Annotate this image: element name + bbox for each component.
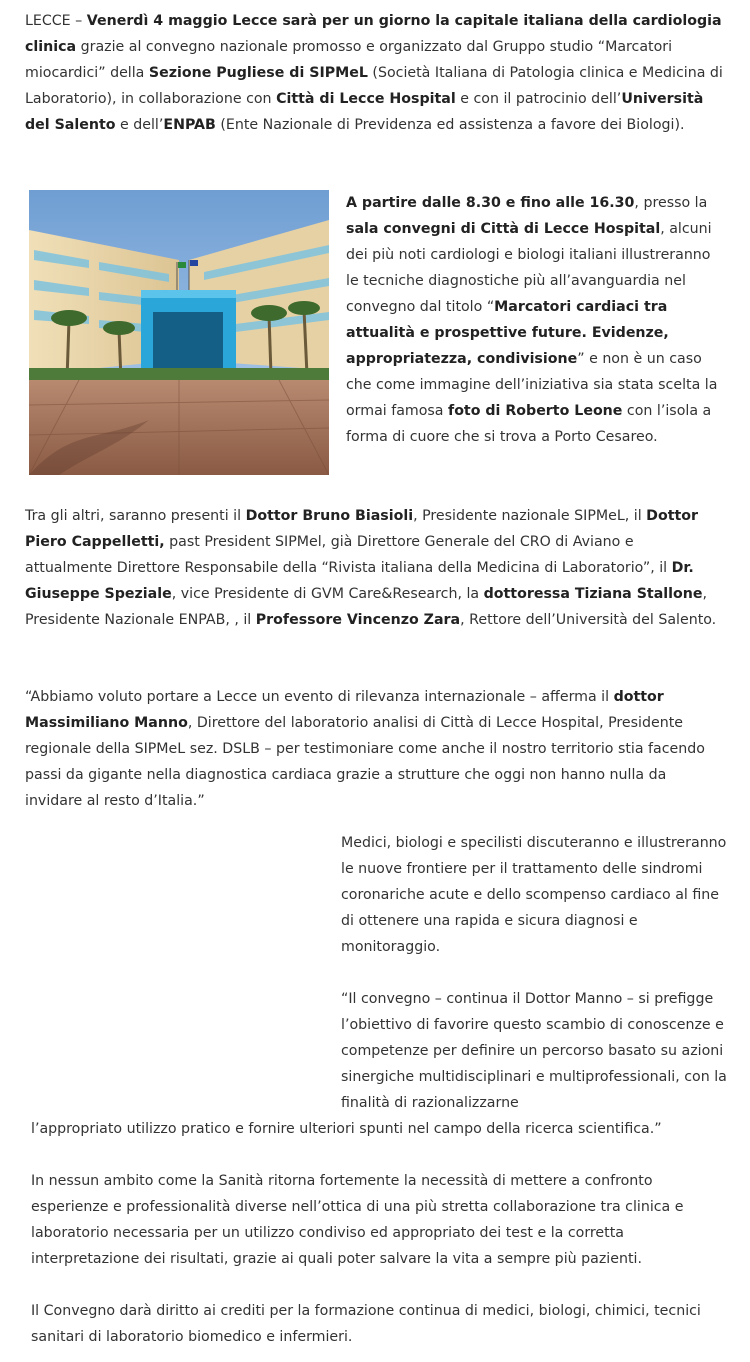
- schedule-paragraph: A partire dalle 8.30 e fino alle 16.30, presso la sala convegni di Città di Lecce Hospital, alcuni dei più noti cardiologi e biologi italiani illustreranno le tecniche diagnostiche più all’avanguardia nel convegno dal titolo “Marcatori cardiaci tra attualità e prospettive future. Evidenze, appropriatezza, condivisione” e non è un caso che come immagine dell’iniziativa sia stata scelta la ormai famosa foto di Roberto Leone con l’isola a forma di cuore che si trova a Porto Cesareo.: [346, 195, 718, 445]
- credits-paragraph: Il Convegno darà diritto ai crediti per la formazione continua di medici, biologi, chimici, tecnici sanitari di laboratorio biomedico e infermieri.: [31, 1303, 701, 1345]
- intro-paragraph: LECCE – Venerdì 4 maggio Lecce sarà per un giorno la capitale italiana della cardiologia clinica grazie al convegno nazionale promosso e organizzato dal Gruppo studio “Marcatori miocardici” della Sezione Pugliese di SIPMeL (Società Italiana di Patologia clinica e Medicina di Laboratorio), in collaborazione con Città di Lecce Hospital e con il patrocinio dell’Università del Salento e dell’ENPAB (Ente Nazionale di Previdenza ed assistenza a favore dei Biologi).: [25, 13, 723, 133]
- hospital-photo: [29, 190, 329, 475]
- conference-quote-continuation: l’appropriato utilizzo pratico e fornire ulteriori spunti nel campo della ricerca scientifica.”: [31, 1121, 662, 1137]
- quote-paragraph: “Abbiamo voluto portare a Lecce un evento di rilevanza internazionale – afferma il dottor Massimiliano Manno, Direttore del laboratorio analisi di Città di Lecce Hospital, Presidente regionale della SIPMeL sez. DSLB – per testimoniare come anche il nostro territorio stia facendo passi da gigante nella diagnostica cardiaca grazie a strutture che oggi non hanno nulla da invidare al resto d’Italia.”: [25, 689, 705, 809]
- topics-paragraph: Medici, biologi e specilisti discuteranno e illustreranno le nuove frontiere per il trattamento delle sindromi coronariche acute e dello scompenso cardiaco al fine di ottenere una rapida e sicura diagnosi e monitoraggio.: [341, 835, 727, 955]
- speakers-paragraph: Tra gli altri, saranno presenti il Dottor Bruno Biasioli, Presidente nazionale SIPMeL, il Dottor Piero Cappelletti, past President SIPMel, già Direttore Generale del CRO di Aviano e attualmente Direttore Responsabile della “Rivista italiana della Medicina di Laboratorio”, il Dr. Giuseppe Speziale, vice Presidente di GVM Care&Research, la dottoressa Tiziana Stallone, Presidente Nazionale ENPAB, , il Professore Vincenzo Zara, Rettore dell’Università del Salento.: [25, 508, 717, 628]
- conference-quote-paragraph: “Il convegno – continua il Dottor Manno – si prefigge l’obiettivo di favorire questo scambio di conoscenze e competenze per definire un percorso basato su azioni sinergiche multidisciplinari e multiprofessionali, con la finalità di razionalizzarne: [341, 991, 727, 1111]
- healthcare-paragraph: In nessun ambito come la Sanità ritorna fortemente la necessità di mettere a confronto esperienze e professionalità diverse nell’ottica di una più stretta collaborazione tra clinica e laboratorio necessaria per un utilizzo condiviso ed appropriato dei test e la corretta interpretazione dei risultati, grazie ai quali poter salvare la vita a sempre più pazienti.: [31, 1173, 684, 1267]
